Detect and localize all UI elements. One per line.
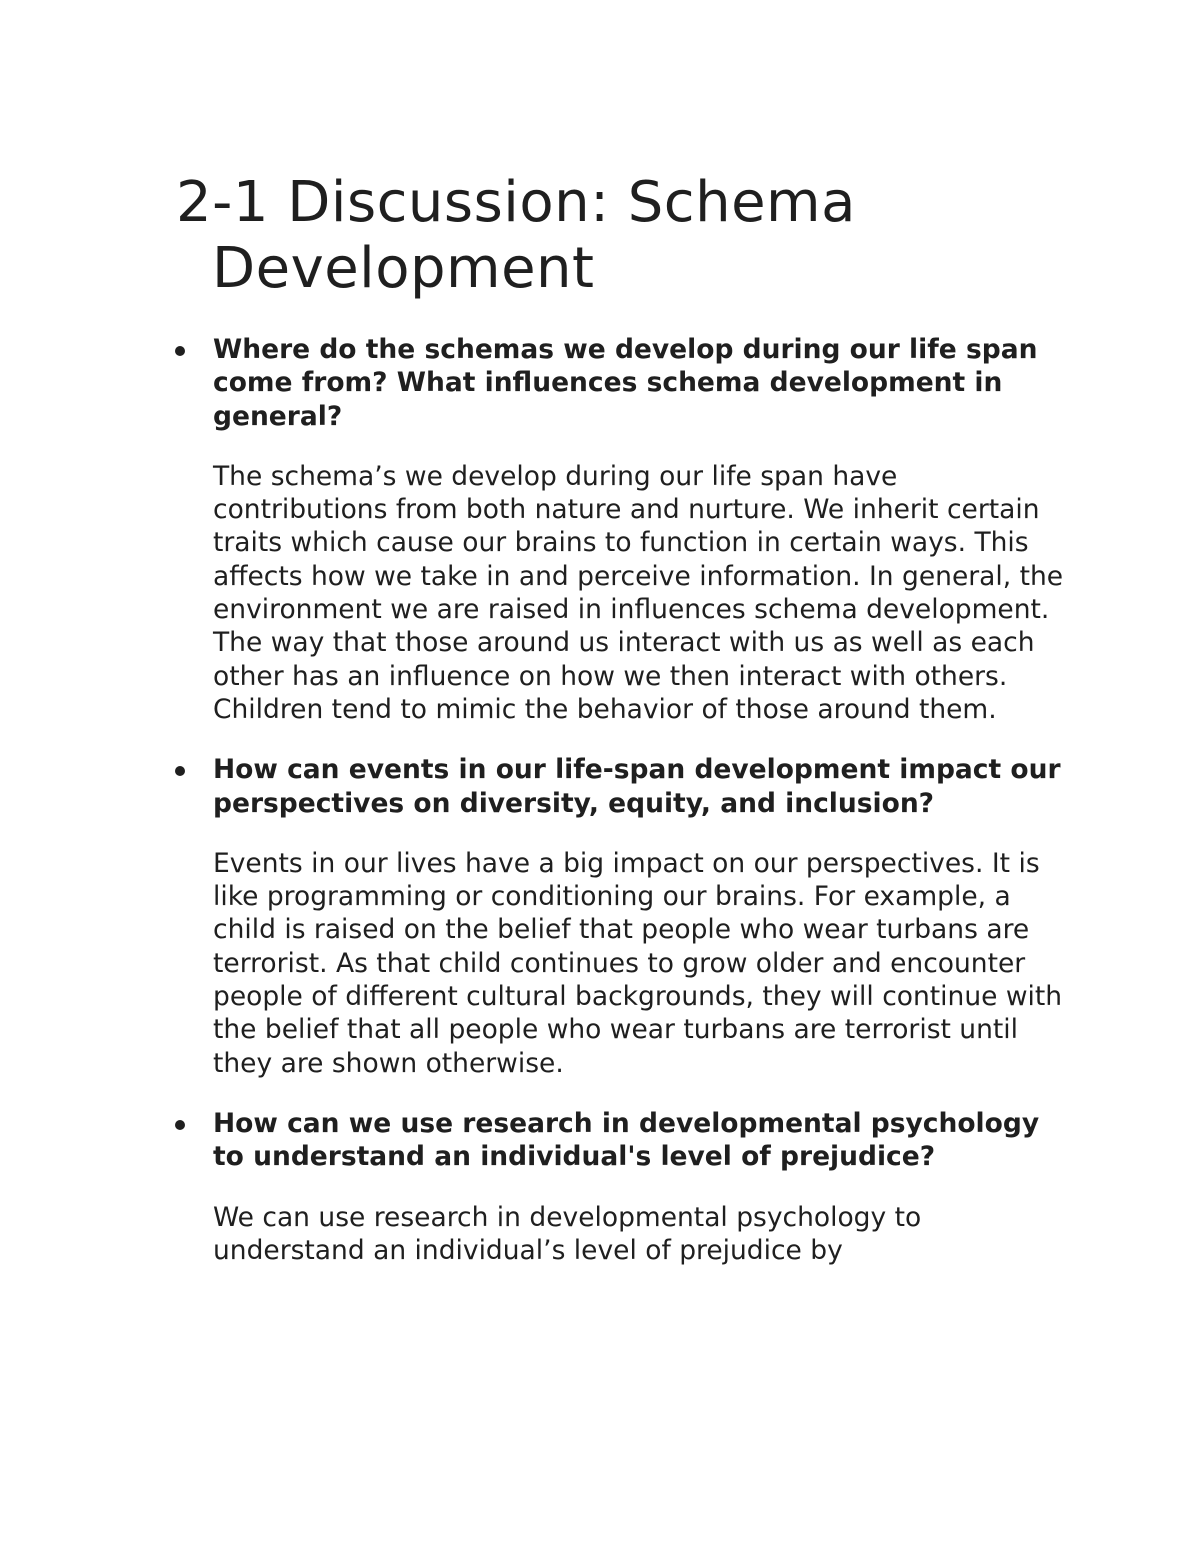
question-text: Where do the schemas we develop during our life span come from? What influences schema development in general? <box>213 334 1038 432</box>
document-title: 2-1 Discussion: Schema Development <box>176 170 856 301</box>
list-item <box>172 333 1072 726</box>
bullet-icon <box>175 766 185 776</box>
list-item <box>172 753 1072 1080</box>
question-list <box>172 333 1072 1294</box>
answer-text: We can use research in developmental psychology to understand an individual’s level of prejudice by <box>213 1201 922 1266</box>
question-text: How can events in our life-span development impact our perspectives on diversity, equity, and inclusion? <box>213 754 1061 819</box>
answer-text: Events in our lives have a big impact on our perspectives. It is like programming or conditioning our brains. For example, a child is raised on the belief that people who wear turbans are terrorist. As that child continues to grow older and encounter people of different cultural backgrounds, they will continue with the belief that all people who wear turbans are terrorist until they are shown otherwise. <box>213 847 1063 1079</box>
bullet-icon <box>175 346 185 356</box>
bullet-icon <box>175 1120 185 1130</box>
question-text: How can we use research in developmental psychology to understand an individual's level of prejudice? <box>213 1107 1040 1173</box>
answer-text: The schema’s we develop during our life span have contributions from both nature and nurture. We inherit certain traits which cause our brains to function in certain ways. This affects how we take in and perceive information. In general, the environment we are raised in influences schema development. The way that those around us interact with us as well as each other has an influence on how we then interact with others. Children tend to mimic the behavior of those around them. <box>213 460 1064 725</box>
list-item <box>172 1107 1072 1267</box>
